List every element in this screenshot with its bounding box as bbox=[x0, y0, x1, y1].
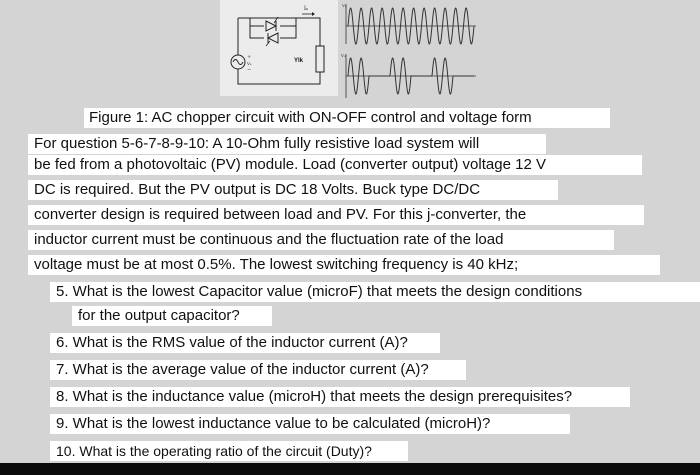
paragraph-line: voltage must be at most 0.5%. The lowest switching frequency is 40 kHz; bbox=[34, 256, 519, 273]
question-6: 6. What is the RMS value of the inductor current (A)? bbox=[56, 334, 408, 351]
question-10: 10. What is the operating ratio of the circuit (Duty)? bbox=[56, 443, 372, 459]
voltage-waveforms bbox=[340, 0, 480, 100]
question-9: 9. What is the lowest inductance value to be calculated (microH)? bbox=[56, 415, 491, 432]
load-label: Ylk bbox=[294, 58, 304, 64]
circuit-schematic bbox=[220, 0, 338, 96]
question-7: 7. What is the average value of the inductor current (A)? bbox=[56, 361, 429, 378]
bottom-edge bbox=[0, 463, 700, 475]
svg-text:vₒ: vₒ bbox=[341, 53, 346, 59]
paragraph-line: inductor current must be continuous and the fluctuation rate of the load bbox=[34, 231, 504, 248]
paragraph-line: be fed from a photovoltaic (PV) module. Load (converter output) voltage 12 V bbox=[34, 156, 546, 173]
question-5-continued: for the output capacitor? bbox=[78, 307, 240, 324]
paragraph-line: converter design is required between load and PV. For this j-converter, the bbox=[34, 206, 527, 223]
waveform-plot bbox=[340, 0, 480, 100]
ac-chopper-circuit-diagram bbox=[220, 0, 338, 96]
svg-text:−: − bbox=[247, 67, 252, 73]
question-5: 5. What is the lowest Capacitor value (microF) that meets the design conditions bbox=[56, 283, 583, 300]
svg-text:+: + bbox=[247, 54, 252, 60]
svg-text:vₛ: vₛ bbox=[247, 61, 252, 67]
paragraph-line: For question 5-6-7-8-9-10: A 10-Ohm fully resistive load system will bbox=[34, 135, 480, 152]
svg-text:iₒ: iₒ bbox=[304, 5, 309, 12]
figure-1 bbox=[220, 0, 480, 102]
figure-caption: Figure 1: AC chopper circuit with ON-OFF control and voltage form bbox=[89, 109, 532, 126]
paragraph-line: DC is required. But the PV output is DC 18 Volts. Buck type DC/DC bbox=[34, 181, 481, 198]
question-8: 8. What is the inductance value (microH) that meets the design prerequisites? bbox=[56, 388, 573, 405]
svg-text:vₛ: vₛ bbox=[342, 3, 347, 9]
